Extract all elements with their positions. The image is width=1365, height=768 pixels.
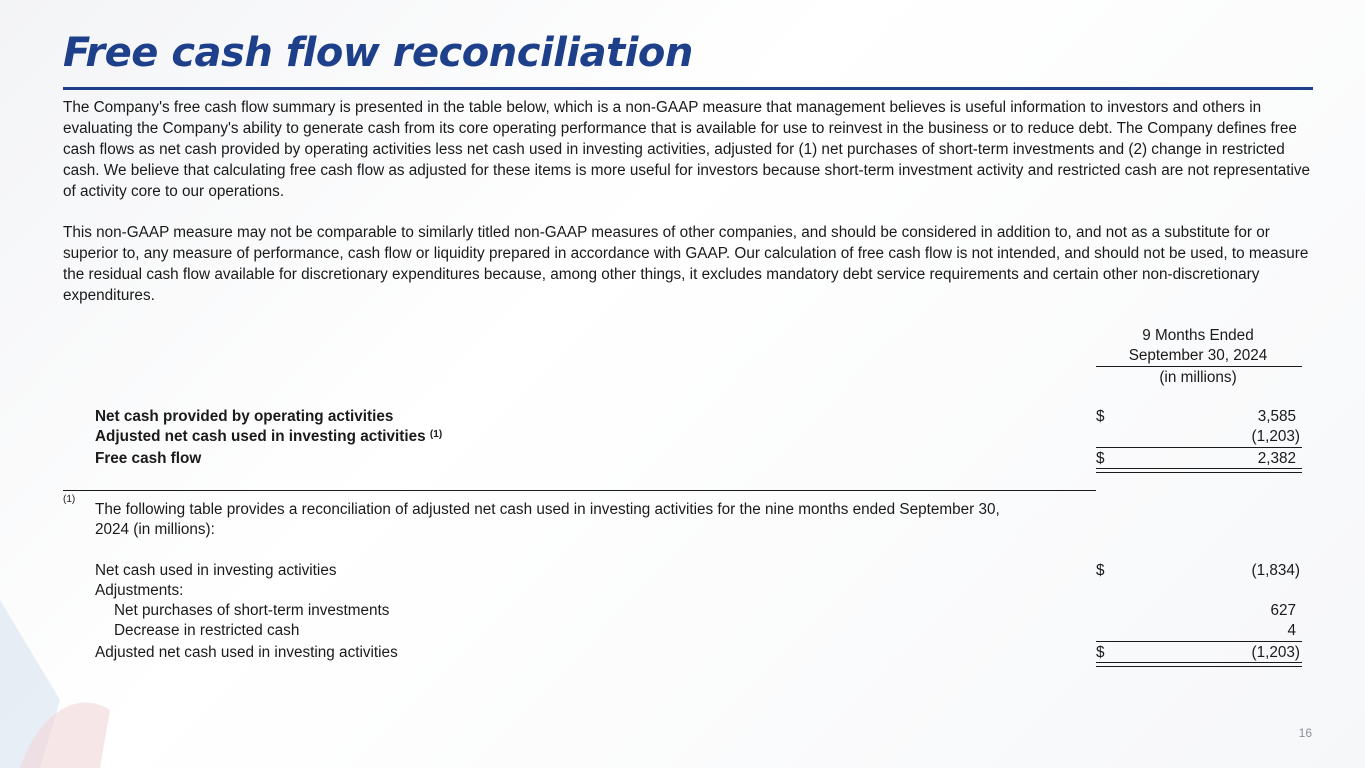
currency-symbol: $	[1096, 450, 1105, 467]
row-value-free-cash-flow: 2,382	[1257, 450, 1296, 467]
header-underline	[1096, 366, 1302, 367]
row-label-investing-text: Adjusted net cash used in investing activities	[95, 428, 426, 445]
footnote-divider	[63, 490, 1096, 491]
row-label-investing	[95, 427, 442, 447]
column-header-units: (in millions)	[1159, 369, 1237, 386]
title-underline	[63, 87, 1313, 90]
row-label-operating: Net cash provided by operating activities	[95, 408, 394, 425]
fn-row-label: Decrease in restricted cash	[114, 622, 300, 639]
fn-total-double-line	[1096, 662, 1302, 667]
currency-symbol: $	[1096, 408, 1105, 425]
intro-paragraph: The Company's free cash flow summary is presented in the table below, which is a non-GAAP measure that management believes is useful information to investors and others in evaluating the Company's ability to generate cash from its core operating performance that is available for use to reinvest in the business or to reduce debt. The Company defines free cash flows as net cash provided by operating activities less net cash used in investing activities, adjusted for (1) net purchases of short-term investments and (2) change in restricted cash. We believe that calculating free cash flow as adjusted for these items is more useful for investors because short-term investment activity and restricted cash are not representative of activity core to our operations.	[63, 99, 1311, 200]
subtotal-line	[1096, 447, 1302, 448]
row-value-operating: 3,585	[1257, 408, 1296, 425]
fn-row-value: 627	[1270, 602, 1296, 619]
fn-row-label: Net cash used in investing activities	[95, 562, 337, 579]
currency-symbol: $	[1096, 562, 1105, 579]
fn-row-label: Net purchases of short-term investments	[114, 602, 390, 619]
fn-row-value: (1,203)	[1251, 644, 1300, 661]
column-header-period: 9 Months Ended	[1142, 327, 1254, 344]
footnote-text-line2: 2024 (in millions):	[95, 521, 215, 538]
fn-row-value: (1,834)	[1251, 562, 1300, 579]
column-header-date: September 30, 2024	[1128, 347, 1268, 364]
fn-row-label: Adjusted net cash used in investing activities	[95, 644, 398, 661]
page-title: Free cash flow reconciliation	[63, 30, 693, 76]
row-label-free-cash-flow: Free cash flow	[95, 450, 202, 467]
row-value-investing: (1,203)	[1251, 428, 1300, 445]
fn-subtotal-line	[1096, 641, 1302, 642]
footnote-text-line1: The following table provides a reconciliation of adjusted net cash used in investing activities for the nine months ended September 30,	[95, 501, 1000, 518]
page-number: 16	[1298, 726, 1312, 740]
fn-row-value: 4	[1287, 622, 1296, 639]
footnote-ref: (1)	[429, 429, 443, 440]
fn-row-label: Adjustments:	[95, 582, 184, 599]
footnote-marker: (1)	[63, 494, 76, 505]
currency-symbol: $	[1096, 644, 1105, 661]
total-double-line	[1096, 468, 1302, 473]
disclaimer-paragraph: This non-GAAP measure may not be comparable to similarly titled non-GAAP measures of other companies, and should be considered in addition to, and not as a substitute for or superior to, any measure of performance, cash flow or liquidity prepared in accordance with GAAP. Our calculation of free cash flow is not intended, and should not be used, to measure the residual cash flow available for discretionary expenditures because, among other things, it excludes mandatory debt service requirements and certain other non-discretionary expenditures.	[63, 224, 1309, 304]
